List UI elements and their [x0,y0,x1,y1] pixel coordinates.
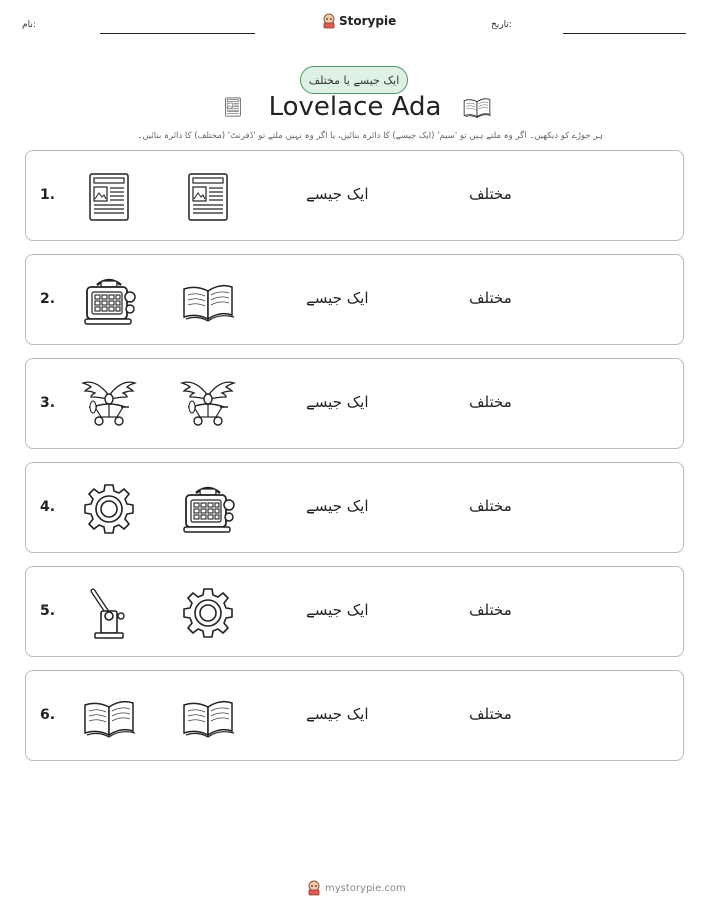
newspaper-icon [180,169,236,225]
same-option[interactable]: ایک جیسے [306,497,369,515]
row-number: 4. [40,499,56,515]
lever-icon [81,585,137,641]
row-number: 1. [40,187,56,203]
page-title: Lovelace Ada [268,92,442,122]
date-label: تاریخ: [491,20,512,30]
brand-name: Storypie [339,14,397,28]
row-number: 3. [40,395,56,411]
storypie-mascot-icon [322,13,336,29]
exercise-row [25,566,684,657]
open-book-icon [180,273,236,329]
open-book-icon [180,689,236,745]
footer [307,880,406,896]
row-number: 6. [40,707,56,723]
same-option[interactable]: ایک جیسے [306,289,369,307]
different-option[interactable]: مختلف [469,185,512,203]
gear-icon [81,481,137,537]
same-option[interactable]: ایک جیسے [306,601,369,619]
footer-site[interactable]: mystorypie.com [325,882,406,894]
worksheet-tag: ایک جیسے یا مختلف [300,66,408,94]
same-option[interactable]: ایک جیسے [306,185,369,203]
date-line[interactable] [563,33,686,34]
winged-flying-machine-icon [180,377,236,433]
different-option[interactable]: مختلف [469,393,512,411]
instructions: ہر جوڑے کو دیکھیں۔ اگر وہ ملتے ہیں تو 'سیم' (ایک جیسے) کا دائرہ بنائیں، یا اگر وہ نہیں ملتے تو 'ڈفرنٹ' (مختلف) کا دائرہ بنائیں۔ [137,131,603,141]
exercise-row [25,462,684,553]
row-number: 5. [40,603,56,619]
calculating-machine-icon [180,481,236,537]
exercise-row [25,254,684,345]
newspaper-icon [81,169,137,225]
name-line[interactable] [100,33,255,34]
different-option[interactable]: مختلف [469,705,512,723]
open-book-icon [460,92,494,122]
same-option[interactable]: ایک جیسے [306,705,369,723]
open-book-icon [81,689,137,745]
different-option[interactable]: مختلف [469,289,512,307]
name-label: نام: [22,20,36,30]
exercise-row [25,358,684,449]
newspaper-icon [222,94,244,120]
exercise-row [25,150,684,241]
exercise-row [25,670,684,761]
row-number: 2. [40,291,56,307]
winged-flying-machine-icon [81,377,137,433]
gear-icon [180,585,236,641]
storypie-mascot-icon [307,880,321,896]
same-option[interactable]: ایک جیسے [306,393,369,411]
different-option[interactable]: مختلف [469,601,512,619]
brand-logo [322,13,396,29]
calculating-machine-icon [81,273,137,329]
different-option[interactable]: مختلف [469,497,512,515]
